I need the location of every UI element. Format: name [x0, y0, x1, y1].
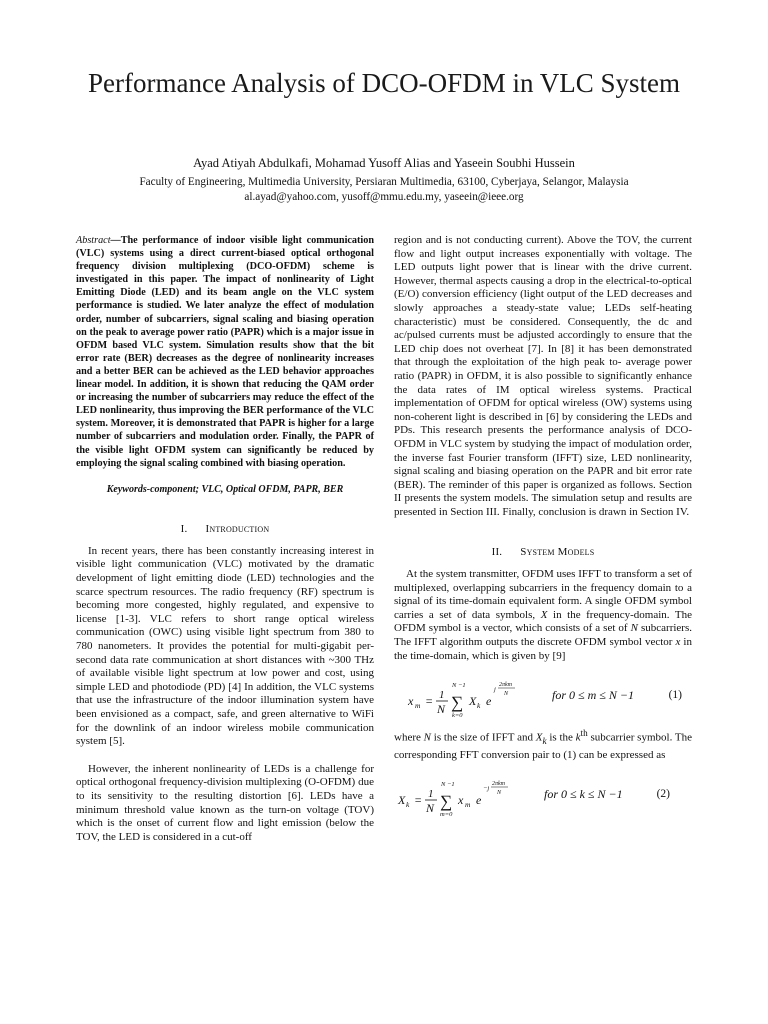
svg-text:x: x: [458, 793, 464, 808]
svg-text:e: e: [476, 793, 482, 808]
svg-text:e: e: [486, 694, 492, 709]
svg-text:2πkm: 2πkm: [499, 682, 513, 689]
svg-text:=: =: [425, 694, 434, 709]
paper-title: Performance Analysis of DCO-OFDM in VLC System: [88, 68, 680, 98]
equation-1-condition: for 0 ≤ m ≤ N −1: [552, 688, 634, 703]
intro-paragraph-1: In recent years, there has been constantly increasing interest in visible light communication (VLC) motivated by the dramatic development of light emitting diode (LED) technologies and the scarce spectrum resources. The radio frequency (RF) spectrum is becoming more congested, highly regulated, and expensive to license [1-3]. VLC refers to short range optical wireless communication (OWC) using visible light spectrum from 380 to 780 nanometers. It provides the potential for multi-gigabit per-second data rate communication at short distances with ~300 THz of available visible light spectrum at low power and cost, using simple LED and photodiode (PD) [4] In addition, the VLC systems that use the infrastructure of the indoor illumination system have been envisioned as a compact, safe, and green alternative to WiFi for the downlink of an indoor wireless mobile communication system [5].: [76, 544, 374, 748]
svg-text:N: N: [497, 790, 502, 797]
section-title: System Models: [520, 546, 595, 559]
svg-text:m: m: [465, 800, 471, 810]
svg-text:X: X: [398, 793, 406, 808]
svg-text:m=0: m=0: [440, 811, 453, 819]
svg-text:X: X: [469, 694, 477, 709]
svg-text:1: 1: [428, 788, 434, 801]
abstract-text: —The performance of indoor visible light communication (VLC) systems using a direct current-biased optical orthogonal frequency division multiplexing (DCO-OFDM) scheme is investigated in this paper. The impact of nonlinearity of Light Emitting Diode (LED) and its beam angle on the VLC system performance is studied. We later analyze the effect of modulation order, number of subcarriers, signal scaling and biasing operation on the peak to average power ratio (PAPR) which is a major issue in OFDM based VLC system. Simulation results show that the bit error rate (BER) decreases as the degree of nonlinearity increases and a better BER can be achieved as the LED behavior approaches linear model. In addition, it is shown that reducing the QAM order or increasing the number of subcarriers may reduce the effect of the LED nonlinearity, thus improving the BER performance of the VLC system. Moreover, it is demonstrated that PAPR is higher for a large number of subcarriers and modulation order. Finally, the PAPR of the visible light OFDM system can significantly be reduced by employing the signal scaling combined with biasing operation.: [76, 235, 374, 469]
equation-2-formula: [394, 768, 544, 824]
svg-text:N −1: N −1: [441, 781, 455, 789]
svg-text:2πkm: 2πkm: [492, 781, 506, 788]
equation-1: [394, 669, 692, 725]
abstract-lead: Abstract: [76, 235, 111, 246]
svg-text:j: j: [494, 686, 496, 694]
left-column: [76, 234, 374, 844]
section-number: I.: [180, 523, 188, 536]
section-number: II.: [491, 546, 503, 559]
svg-text:m: m: [415, 701, 421, 711]
section-heading-system-models: [394, 546, 692, 560]
abstract: [76, 234, 374, 470]
svg-text:N: N: [504, 691, 509, 698]
svg-text:N: N: [426, 801, 435, 816]
svg-text:∑: ∑: [440, 792, 453, 812]
section-heading-introduction: [76, 523, 374, 537]
svg-text:N −1: N −1: [452, 682, 466, 690]
equation-1-number: (1): [668, 689, 682, 702]
system-models-paragraph-2: where N is the size of IFFT and $X_k$ is the $k^{th}$ subcarrier symbol. The corresponding FFT conversion pair to (1) can be expressed as: [394, 728, 693, 761]
author-emails: al.ayad@yahoo.com, yusoff@mmu.edu.my, yaseein@ieee.org: [244, 191, 524, 203]
equation-2-condition: for 0 ≤ k ≤ N −1: [544, 787, 623, 802]
svg-text:1: 1: [439, 689, 445, 702]
keywords: Keywords-component; VLC, Optical OFDM, PAPR, BER: [106, 483, 344, 495]
svg-text:x: x: [408, 694, 414, 709]
system-models-paragraph-1: At the system transmitter, OFDM uses IFFT to transform a set of multiplexed, overlapping subcarriers in the frequency domain to a signal of its time-domain equivalent form. A single OFDM symbol carries a set of data symbols, X in the frequency-domain. The OFDM symbol is a vector, which consists of a set of N subcarriers. The IFFT algorithm outputs the discrete OFDM symbol vector x in the time-domain, which is given by [9]: [394, 568, 692, 662]
svg-text:k=0: k=0: [452, 712, 463, 720]
intro-paragraph-2-continued: region and is not conducting current). Above the TOV, the current flow and light output increases exponentially with voltage. The LED outputs light power that is linear with the drive current. However, thermal aspects causing a drop in the electrical-to-optical (E/O) conversion efficiency (light output of the LED decreases and slowly approaches a steady-state value; LEDs self-heating characteristic) must be considered. Consequently, the dc and ac/pulsed currents must be adjusted accordingly to ensure that the LED chip does not overheat [7]. In [8] it has been demonstrated that through the exploitation of the high peak to- average power ratio (PAPR) in OFDM, it is also possible to significantly enhance the data rates of IM optical wireless systems. Practical implementation of OFDM for optical wireless (OW) systems using non-coherent light is described in [6] by considering the LEDs and PDs. This research presents the performance analysis of DCO-OFDM in VLC system by studying the impact of modulation order, the inverse fast Fourier transform (IFFT) size, LED nonlinearity, signal scaling and biasing operation on the PAPR and bit error rate (BER). The reminder of this paper is organized as follows. Section II presents the system models. The simulation setup and results are presented in Section III. Finally, conclusion is drawn in Section IV.: [394, 234, 692, 518]
affiliation: Faculty of Engineering, Multimedia University, Persiaran Multimedia, 63100, Cyberjaya, Selangor, Malaysia: [139, 176, 629, 188]
equation-1-formula: [394, 669, 544, 725]
section-title: Introduction: [205, 523, 270, 536]
author-list: Ayad Atiyah Abdulkafi, Mohamad Yusoff Alias and Yaseein Soubhi Hussein: [193, 156, 575, 170]
svg-text:N: N: [437, 702, 446, 717]
svg-text:−j: −j: [483, 785, 490, 793]
right-column: [394, 234, 692, 826]
equation-2-number: (2): [656, 788, 670, 801]
equation-2: [394, 768, 692, 824]
svg-text:k: k: [406, 800, 410, 810]
svg-text:∑: ∑: [451, 693, 464, 713]
svg-text:=: =: [414, 793, 423, 808]
intro-paragraph-2: However, the inherent nonlinearity of LEDs is a challenge for optical orthogonal frequency-division multiplexing (O-OFDM) due to its sensitivity to the resulting distortion [6]. LEDs have a minimum threshold value known as the turn-on voltage (TOV) which is the onset of current flow and light emission (below the TOV, the LED is considered in a cut-off: [76, 762, 374, 843]
svg-text:k: k: [477, 701, 481, 711]
